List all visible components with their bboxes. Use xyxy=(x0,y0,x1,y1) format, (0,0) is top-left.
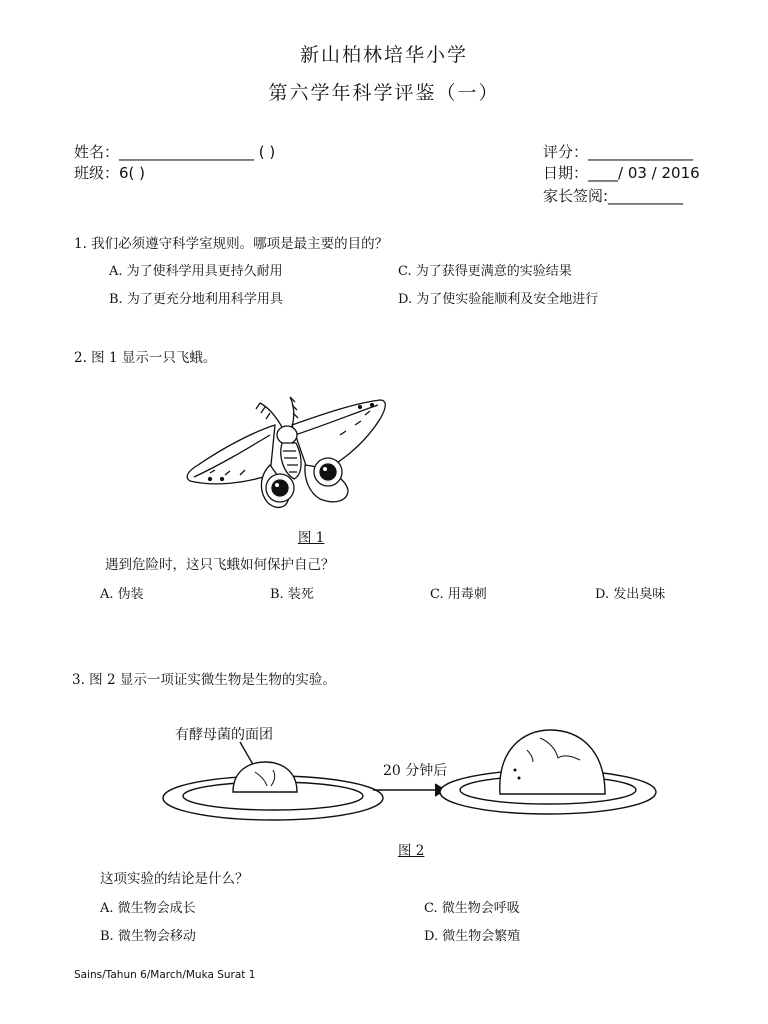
question-3-option-b: B. 微生物会移动 xyxy=(100,929,196,944)
question-3-option-a: A. 微生物会成长 xyxy=(100,901,196,916)
dough-label: 有酵母菌的面团 xyxy=(175,727,273,743)
moth-illustration xyxy=(180,395,395,520)
time-label: 20 分钟后 xyxy=(383,763,448,779)
school-name: 新山柏林培华小学 xyxy=(299,44,468,66)
experiment-illustration xyxy=(155,720,665,830)
class-field: 班级：6( ) xyxy=(74,164,146,182)
question-2-option-c: C. 用毒刺 xyxy=(430,587,487,602)
question-3-option-c: C. 微生物会呼吸 xyxy=(424,901,520,916)
exam-title: 第六学年科学评鉴（一） xyxy=(268,82,500,104)
question-2-subquestion: 遇到危险时，这只飞蛾如何保护自己？ xyxy=(105,557,335,573)
question-2-option-d: D. 发出臭味 xyxy=(595,587,666,602)
page-footer: Sains/Tahun 6/March/Muka Surat 1 xyxy=(74,969,256,981)
question-3-subquestion: 这项实验的结论是什么？ xyxy=(100,871,249,887)
question-1-option-c: C. 为了获得更满意的实验结果 xyxy=(398,264,572,279)
question-2-option-a: A. 伪装 xyxy=(100,587,144,602)
score-field: 评分：______________ xyxy=(543,143,694,161)
date-field: 日期：____/ 03 / 2016 xyxy=(543,164,700,182)
question-2-option-b: B. 装死 xyxy=(270,587,314,602)
question-3-stem: 3. 图 2 显示一项证实微生物是生物的实验。 xyxy=(72,672,336,688)
figure-2-caption: 图 2 xyxy=(398,843,425,859)
parent-signature-field: 家长签阅:__________ xyxy=(543,187,684,205)
question-1-stem: 1. 我们必须遵守科学室规则。哪项是最主要的目的？ xyxy=(74,236,389,252)
question-3-option-d: D. 微生物会繁殖 xyxy=(424,929,521,944)
question-1-option-d: D. 为了使实验能顺利及安全地进行 xyxy=(398,292,599,307)
question-2-stem: 2. 图 1 显示一只飞蛾。 xyxy=(74,350,217,366)
question-1-option-b: B. 为了更充分地利用科学用具 xyxy=(109,292,283,307)
question-1-option-a: A. 为了使科学用具更持久耐用 xyxy=(109,264,283,279)
figure-1-caption: 图 1 xyxy=(298,530,325,546)
name-field: 姓名：__________________ ( ) xyxy=(74,143,276,161)
